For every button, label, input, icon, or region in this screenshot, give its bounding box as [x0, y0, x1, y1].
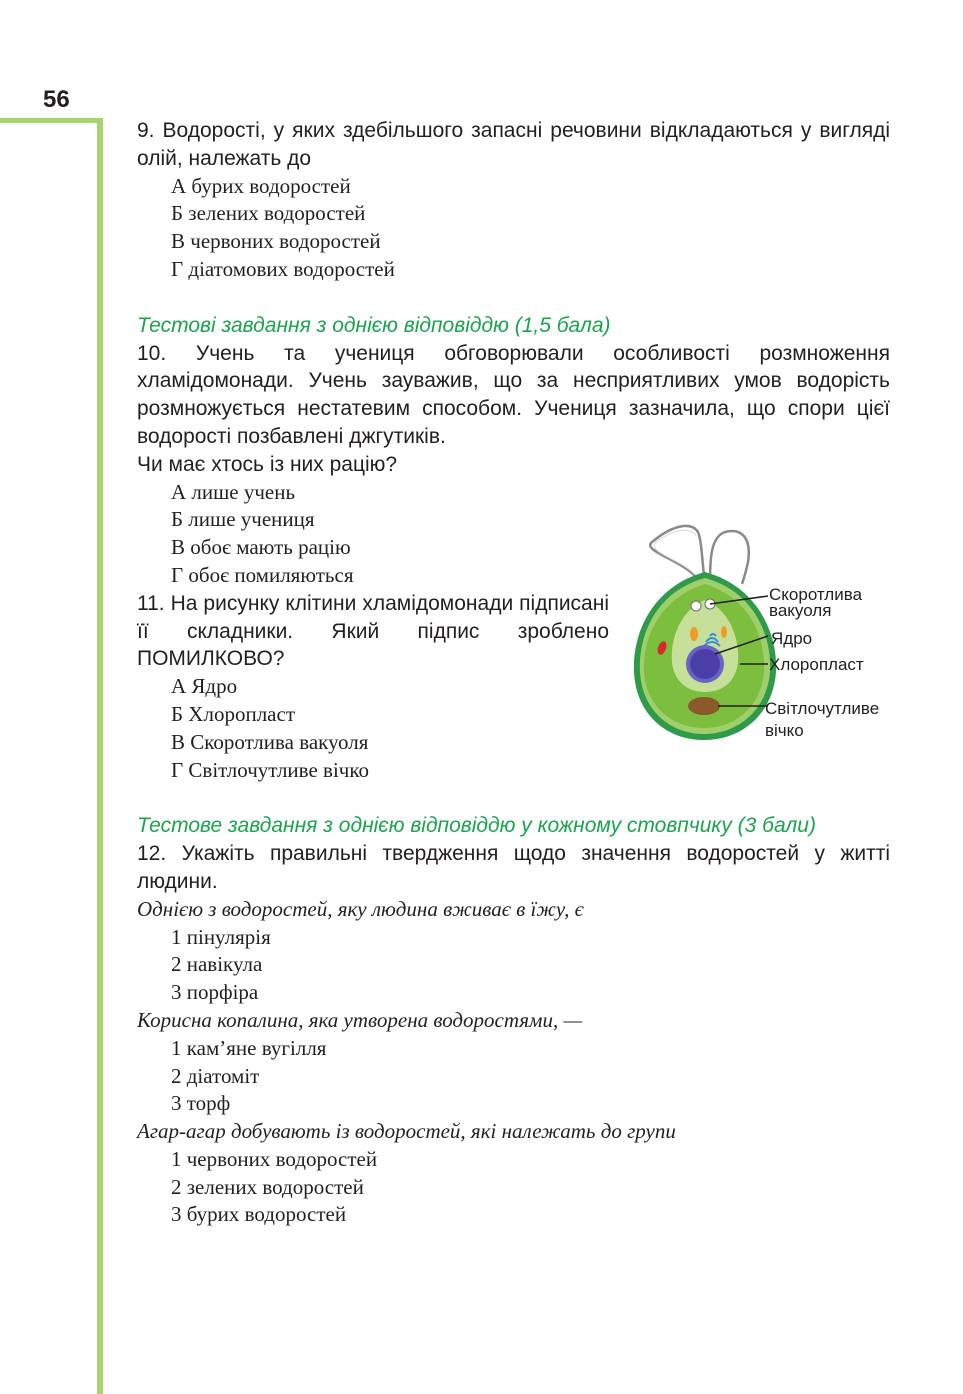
q12-group-3-item-3: 3 бурих водоростей [171, 1202, 347, 1227]
q9-option-a: А бурих водоростей [171, 173, 351, 198]
q12-group-1-item-3: 3 порфіра [171, 980, 259, 1005]
question-9-text: 9. Водорості, у яких здебільшого запасні речовини відкладаються у вигляді олій, належать до [137, 119, 890, 170]
chlamydomonas-figure [630, 522, 930, 752]
q10-option-c: В обоє мають рацію [171, 535, 351, 560]
question-10-text: 10. Учень та учениця обговорювали особливості розмноження хламідомонади. Учень зауважив, що за несприятливих умов водорість розмножується нестатевим способом. Учениця зазначила, що спори цієї водорості позбавлені джгутиків. [137, 341, 890, 448]
q12-group-2-item-2: 2 діатоміт [171, 1063, 260, 1088]
q12-group-3-item-1: 1 червоних водоростей [171, 1146, 378, 1171]
q9-option-d: Г діатомових водоростей [171, 256, 395, 281]
q12-group-2-title: Корисна копалина, яка утворена водоростями, — [137, 1007, 583, 1032]
q12-group-2-item-1: 1 кам’яне вугілля [171, 1035, 327, 1060]
q11-option-b: Б Хлоропласт [171, 701, 295, 726]
q10-option-b: Б лише учениця [171, 507, 315, 532]
question-11-text: 11. На рисунку клітини хламідомонади підписані її складники. Який підпис зроблено ПОМИЛКОВО? [137, 591, 609, 671]
mitochondrion-left [690, 627, 698, 641]
q12-group-3-title: Агар-агар добувають із водоростей, які належать до групи [137, 1119, 676, 1144]
q10-option-a: А лише учень [171, 479, 296, 504]
q9-option-c: В червоних водоростей [171, 229, 381, 254]
q12-group-1-item-1: 1 пінулярія [171, 924, 271, 949]
section-heading-single-answer: Тестові завдання з однією відповіддю (1,5 бала) [137, 313, 611, 337]
label-nucleus: Ядро [771, 629, 813, 648]
q10-option-d: Г обоє помиляються [171, 562, 354, 587]
question-12-text: 12. Укажіть правильні твердження щодо значення водоростей у житті людини. [137, 842, 890, 893]
label-contractile-vacuole-line1: Скоротлива [769, 585, 863, 604]
question-10-prompt: Чи має хтось із них рацію? [137, 452, 398, 476]
q12-group-1-item-2: 2 навікула [171, 952, 263, 977]
pyrenoid [688, 697, 720, 715]
page-number: 56 [43, 86, 70, 113]
q11-option-c: В Скоротлива вакуоля [171, 729, 369, 754]
margin-bar-horizontal [0, 118, 103, 123]
q11-option-a: А Ядро [171, 674, 238, 699]
label-eyespot-line2: вічко [765, 721, 804, 740]
q12-group-3-item-2: 2 зелених водоростей [171, 1174, 364, 1199]
q12-group-1-title: Однією з водоростей, яку людина вживає в їжу, є [137, 896, 584, 921]
section-heading-column-answer: Тестове завдання з однією відповіддю у кожному стовпчику (3 бали) [137, 814, 816, 838]
q11-option-d: Г Світлочутливе вічко [171, 757, 369, 782]
margin-bar-vertical [97, 118, 103, 1394]
q9-option-b: Б зелених водоростей [171, 201, 366, 226]
label-chloroplast: Хлоропласт [769, 655, 864, 674]
label-contractile-vacuole-line2: вакуоля [769, 601, 832, 620]
label-eyespot-line1: Світлочутливе [765, 699, 880, 718]
q12-group-2-item-3: 3 торф [171, 1091, 231, 1116]
mitochondrion-right [721, 626, 727, 638]
contractile-vacuole-left [691, 601, 701, 611]
